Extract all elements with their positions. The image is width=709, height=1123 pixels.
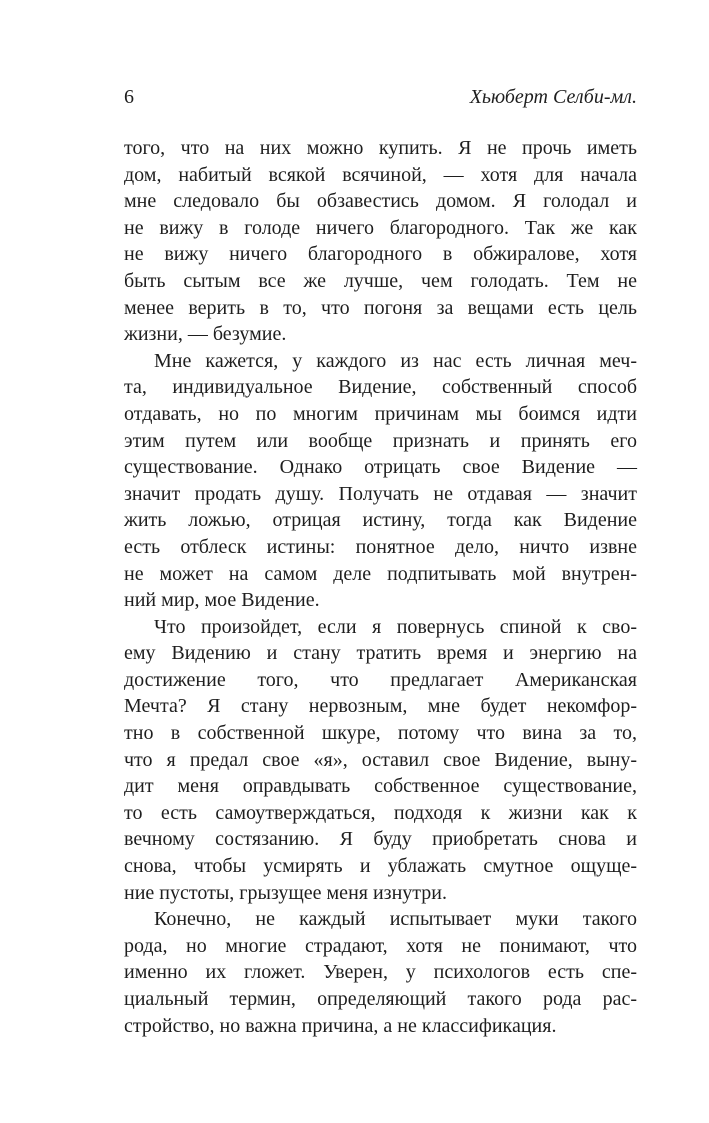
text-line: Что произойдет, если я повернусь спиной к сво- [154,615,637,638]
text-line: ему Видению и стану тратить время и энергию на [124,642,637,665]
text-line: Конечно, не каждый испытывает муки такого [154,908,637,931]
text-line: что я предал свое «я», оставил свое Видение, выну- [124,748,637,771]
text-line: именно их гложет. Уверен, у психологов есть спе- [124,961,637,984]
text-line: жить ложью, отрицая истину, тогда как Видение [124,509,637,532]
text-line: дит меня оправдывать собственное существование, [124,775,637,798]
text-line: циальный термин, определяющий такого рода рас- [124,988,637,1010]
text-line: рода, но многие страдают, хотя не понимают, что [124,934,637,957]
text-line: не вижу в голоде ничего благородного. Так же как [124,216,637,239]
text-line: не может на самом деле подпитывать мой внутрен- [124,562,637,585]
text-line: снова, чтобы усмирять и ублажать смутное ощуще- [124,855,637,878]
text-line: есть отблеск истины: понятное дело, ничто извне [124,535,637,558]
text-line: этим путем или вообще признать и принять его [124,429,637,452]
text-line: дом, набитый всякой всячиной, — хотя для начала [124,163,637,186]
text-line: мне следовало бы обзавестись домом. Я голодал и [124,190,637,213]
text-line: вечному состязанию. Я буду приобретать снова и [124,828,637,851]
text-line: не вижу ничего благородного в обжиралове, хотя [124,243,637,266]
text-line: Мечта? Я стану нервозным, мне будет некомфор- [124,695,637,718]
text-line: Мне кажется, у каждого из нас есть личная меч- [154,349,637,372]
text-line: достижение того, что предлагает Американская [124,668,637,691]
text-line: значит продать душу. Получать не отдавая — значит [124,482,637,505]
page-number: 6 [124,86,134,108]
body-text [124,135,637,1039]
text-line: ние пустоты, грызущее меня изнутри. [124,881,447,904]
text-line: жизни, — безумие. [124,323,287,346]
text-line: тно в собственной шкуре, потому что вина за то, [124,722,637,745]
running-head-author: Хьюберт Селби-мл. [469,86,637,108]
text-line: менее верить в то, что погоня за вещами есть цель [124,296,637,319]
text-line: отдавать, но по многим причинам мы боимся идти [124,402,637,425]
page-header [124,84,637,111]
text-line: быть сытым все же лучше, чем голодать. Тем не [124,269,637,292]
text-line: того, что на них можно купить. Я не прочь иметь [124,137,637,159]
text-line: существование. Однако отрицать свое Видение — [124,456,637,479]
text-line: стройство, но важна причина, а не классификация. [124,1014,557,1037]
text-line: та, индивидуальное Видение, собственный способ [124,376,637,399]
text-line: ний мир, мое Видение. [124,589,320,612]
text-line: то есть самоутверждаться, подходя к жизни как к [124,801,637,824]
